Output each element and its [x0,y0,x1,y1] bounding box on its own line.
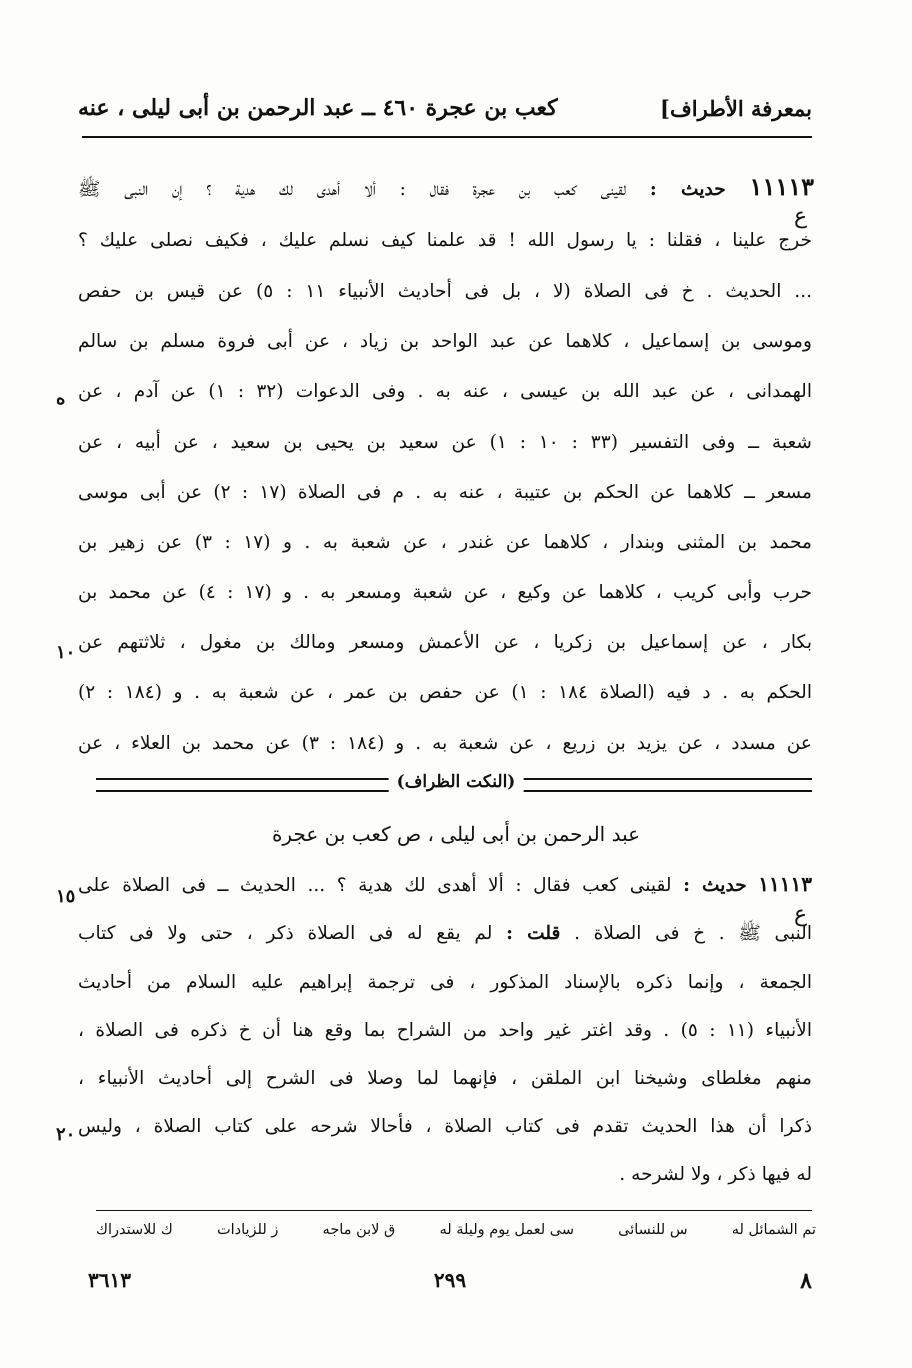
hadith-line: محمد بن المثنى وبندار ، كلاهما عن غندر ، عن شعبة به . و (١٧ : ٣) عن زهير بن [78,532,812,553]
entry-reference-number: ٣٦١٣ [88,1268,131,1292]
header-rule [82,136,812,138]
margin-line-marker: ه [56,388,66,409]
sigla-item: ق لابن ماجه [322,1222,396,1238]
margin-line-number-15: ١٥ [56,886,76,907]
sigla-item: تم الشمائل له [731,1222,816,1238]
hadith-line: بكار ، عن إسماعيل بن زكريا ، عن الأعمش ومسعر ومالك بن مغول ، ثلاثتهم عن [78,632,812,653]
margin-ain-marker: ع [794,204,808,229]
sigla-item: ك للاستدراك [96,1222,173,1238]
nukat-line: منهم مغلطاى وشيخنا ابن الملقن ، فإنهما لما وصلا فى الشرح إلى أحاديث الأنبياء ، [78,1068,812,1089]
footnote-rule [96,1210,812,1211]
hadith-line: شعبة ــ وفى التفسير (٣٣ : ١٠ : ١) عن سعيد بن يحيى بن سعيد ، عن أبيه ، عن [78,432,812,453]
hadith-first-line [78,172,814,205]
hadith-first-text: لقينى كعب بن عجرة فقال : ألا أهدى لك هدية ؟ إن النبى ﷺ [78,179,627,200]
hadith-line: خرج علينا ، فقلنا : يا رسول الله ! قد علمنا كيف نسلم عليك ، فكيف نصلى عليك ؟ [78,230,812,251]
running-head-right: بمعرفة الأطراف] [660,95,812,121]
sigla-item: ز للزيادات [216,1222,279,1238]
nukat-first-text: لقينى كعب فقال : ألا أهدى لك هدية ؟ ... الحديث ــ فى الصلاة على [78,875,672,896]
nukat-line: الأنبياء (١١ : ٥) . وقد اغتر غير واحد من الشراح بما وقع هنا أن خ ذكره فى الصلاة ، [78,1020,812,1041]
hadith-line: ... الحديث . خ فى الصلاة (لا ، بل فى أحاديث الأنبياء ١١ : ٥) عن قيس بن حفص [78,281,813,302]
page-number: ٢٩٩ [433,1268,467,1292]
nukat-line: الجمعة ، وإنما ذكره بالإسناد المذكور ، فى ترجمة إبراهيم عليه السلام من أحاديث [78,972,812,993]
hadith-line: الهمدانى ، عن عبد الله بن عيسى ، عنه به . وفى الدعوات (٣٢ : ١) عن آدم ، عن [78,381,813,402]
hadith-number: ١١١١٣ [749,172,814,201]
separator-label: (النكت الظراف) [389,772,524,792]
margin-ain-marker: ع [794,902,808,927]
chain-heading: عبد الرحمن بن أبى ليلى ، ص كعب بن عجرة [271,822,641,846]
nukat-label: حديث : [683,875,747,896]
sigla-legend [96,1222,816,1238]
qultu-label: قلت : [506,923,561,944]
hadith-line: عن مسدد ، عن يزيد بن زريع ، عن شعبة به . و (١٨٤ : ٣) عن محمد بن العلاء ، عن [78,733,812,754]
nukat-second-line [78,922,812,949]
sigla-item: سى لعمل يوم وليلة له [439,1222,574,1238]
hadith-line: الحكم به . د فيه (الصلاة ١٨٤ : ١) عن حفص بن عمر ، عن شعبة به . و (١٨٤ : ٢) [78,682,812,703]
nukat-second-rest: لم يقع له فى الصلاة ذكر ، حتى ولا فى كتاب [78,923,493,944]
running-head [78,88,812,128]
nukat-line: ذكرا أن هذا الحديث تقدم فى كتاب الصلاة ، فأحالا شرحه على كتاب الصلاة ، وليس [78,1116,812,1137]
volume-number: ٨ [800,1268,812,1294]
hadith-line: حرب وأبى كريب ، كلاهما عن وكيع ، عن شعبة ومسعر به . و (١٧ : ٤) عن محمد بن [78,582,812,603]
sigla-item: س للنسائى [618,1222,688,1238]
nukat-number: ١١١١٣ [758,872,812,896]
nukat-line: له فيها ذكر ، ولا لشرحه . [619,1164,812,1185]
hadith-label: حديث : [649,179,726,200]
hadith-line: وموسى بن إسماعيل ، كلاهما عن عبد الواحد بن زياد ، عن أبى فروة مسلم بن سالم [78,331,812,352]
running-head-title: كعب بن عجرة ٤٦٠ ــ عبد الرحمن بن أبى ليلى ، عنه [78,95,558,121]
hadith-line: مسعر ــ كلاهما عن الحكم بن عتيبة ، عنه به . م فى الصلاة (١٧ : ٢) عن أبى موسى [78,482,812,503]
nukat-first-line [78,872,812,896]
page-footer [88,1268,812,1298]
margin-line-number-10: ١٠ [56,642,76,663]
nukat-second-start: النبى ﷺ . خ فى الصلاة . [574,923,813,944]
margin-line-number-20: ٢٠ [56,1124,76,1145]
